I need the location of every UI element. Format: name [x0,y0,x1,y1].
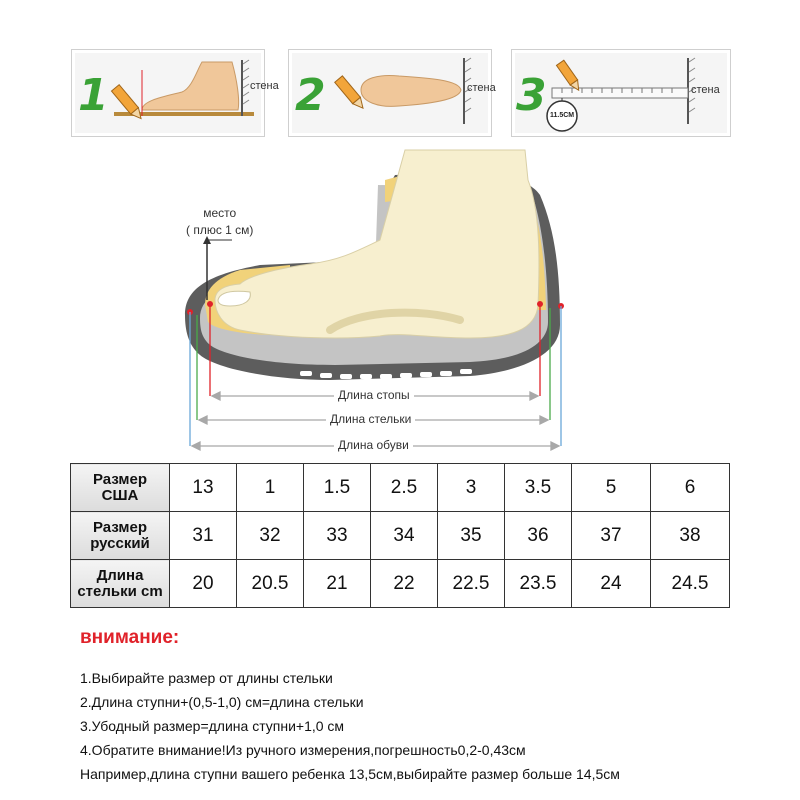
table-cell: 22 [371,560,438,608]
table-cell: 36 [505,512,572,560]
table-cell: 32 [237,512,304,560]
table-cell: 5 [572,464,651,512]
foot-length-label: Длина стопы [334,388,414,402]
table-cell: 3.5 [505,464,572,512]
table-cell: 33 [304,512,371,560]
table-cell: 24 [572,560,651,608]
table-cell: 1 [237,464,304,512]
table-cell: 35 [438,512,505,560]
table-cell: 13 [170,464,237,512]
table-row-us-size [71,464,730,512]
step-panel-3 [511,49,731,137]
row-header-ru [71,512,170,560]
wall-label-1: стена [250,80,279,92]
note-3: 3.Убодный размер=длина ступни+1,0 см [80,718,345,734]
wall-label-3: стена [691,84,720,96]
space-label-line1: место [203,206,237,220]
table-cell: 2.5 [371,464,438,512]
row-header-line1: Размер [92,470,148,488]
table-cell: 22.5 [438,560,505,608]
table-cell: 34 [371,512,438,560]
shoe-length-label: Длина обуви [334,438,413,452]
step-number-1: 1 [78,70,109,121]
table-cell: 21 [304,560,371,608]
step-number-3: 3 [516,70,547,121]
ruler-badge: 11.5CM [550,112,575,119]
table-row-ru-size [71,512,730,560]
row-header-us [71,464,170,512]
table-cell: 24.5 [651,560,730,608]
foot-shape [215,150,539,338]
note-2: 2.Длина ступни+(0,5-1,0) см=длина стельки [80,694,364,710]
table-cell: 37 [572,512,651,560]
attention-title: внимание: [80,627,180,648]
table-cell: 38 [651,512,730,560]
size-table [70,463,730,608]
note-5: Например,длина ступни вашего ребенка 13,5см,выбирайте размер больше 14,5см [80,766,620,782]
row-header-line2: стельки cm [77,582,163,600]
step-panel-2 [288,49,496,137]
row-header-line1: Размер [92,518,148,536]
row-header-insole [71,560,170,608]
table-cell: 3 [438,464,505,512]
table-cell: 6 [651,464,730,512]
wall-label-2: стена [467,82,496,94]
space-label-line2: ( плюс 1 см) [186,223,254,237]
table-cell: 1.5 [304,464,371,512]
table-row-insole-length [71,560,730,608]
step-number-2: 2 [295,70,326,121]
table-cell: 20.5 [237,560,304,608]
step-panel-1 [71,49,279,137]
table-cell: 23.5 [505,560,572,608]
row-header-line2: русский [90,534,150,552]
insole-length-label: Длина стельки [326,412,415,426]
table-cell: 20 [170,560,237,608]
note-4: 4.Обратите внимание!Из ручного измерения,погрешность0,2-0,43см [80,742,526,758]
row-header-line1: Длина [96,566,144,584]
row-header-line2: США [101,486,139,504]
space-label [182,205,257,239]
table-cell: 31 [170,512,237,560]
note-1: 1.Выбирайте размер от длины стельки [80,670,333,686]
